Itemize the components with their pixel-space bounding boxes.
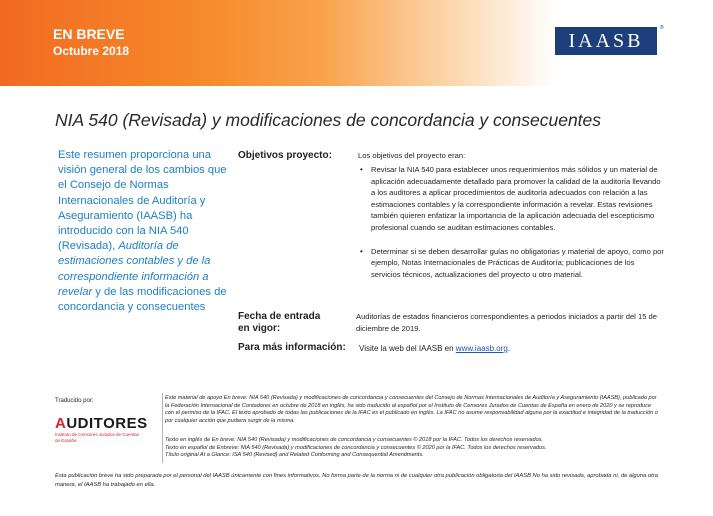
summary-text <box>58 148 228 315</box>
legal-paragraph-2 <box>165 437 660 460</box>
effective-label-line2: en vigor: <box>238 323 281 334</box>
summary-part2: y de las modificaciones de concordancia y consecuentes <box>58 285 227 314</box>
bullet-icon: • <box>360 165 363 174</box>
bullet-icon: • <box>360 246 363 256</box>
more-info-label: Para más información: <box>238 342 346 353</box>
auditores-logo <box>55 415 148 432</box>
effective-label-line1: Fecha de entrada <box>238 311 321 322</box>
more-info-prefix: Visite la web del IAASB en <box>359 344 456 353</box>
objectives-label: Objetivos proyecto: <box>238 150 332 161</box>
copyright-spanish: Texto en español de Enbreve: NIA 540 (Revisada) y modificaciones de concordancia y consecuentes © 2020 por la IFAC. Todos los derechos reservados. <box>165 444 547 451</box>
more-info-suffix: . <box>507 344 511 353</box>
footer-disclaimer: Esta publicación breve ha sido preparada por el personal del IAASB únicamente con fines informativos. No forma parte de la norma ni de cualquier otra publicación obligatoria del IAASB No ha sido revisada, aprobada ni, de alguna otra manera, el IAASB ha trabajado en ella. <box>55 473 658 488</box>
objective-text: Determinar si se deben desarrollar guías no obligatorias y material de apoyo, como por ejemplo, Notas Internacionales de Prácticas de Auditoría; publicaciones de los servicios técnicos, actualizaciones del proyecto u otro material. <box>371 246 664 279</box>
translated-by-label: Traducido por: <box>55 398 94 404</box>
summary-part1: Este resumen proporciona una visión general de los cambios que el Consejo de Normas Internacionales de Auditoría y Aseguramiento (IAASB) ha introducido con la NIA 540 (Revisada), <box>58 149 227 253</box>
objective-text: Revisar la NIA 540 para establecer unos requerimientos más sólidos y un material de aplicación adecuadamente detallado para promover la calidad de la auditoría llevando a los auditores a aplicar procedimientos de auditoría adecuados con relación a las estimaciones contables y la correspondiente información a revelar. Estas revisiones también quieren enfatizar la importancia de la aplicación adecuada del escepticismo profesional cuando se auditan estimaciones contables. <box>371 165 661 232</box>
series-label: EN BREVE <box>53 26 125 42</box>
copyright-english: Texto en inglés de En breve: NIA 540 (Revisada) y modificaciones de concordancia y consecuentes © 2018 por la IFAC. Todos los derechos reservados. <box>165 437 544 443</box>
legal-paragraph-1: Este material de apoyo En breve: NIA 540 (Revisada) y modificaciones de concordancia y consecuentes del Consejo de Normas Internacionales de Auditoría y Aseguramiento (IAASB), publicado por la Federación Internacional de Contadores en octubre de 2018 en inglés, ha sido traducido al español por el Instituto de Censores Jurados de Cuentas de España en enero de 2020 y se reproduce con el permiso de la IFAC. El texto aprobado de todas las publicaciones de la IFAC es el publicado en inglés. La IFAC no asume responsabilidad alguna por la exactitud e integridad de la traducción o por cualquier acción que pudiera surgir de la misma. <box>165 395 658 424</box>
list-item <box>358 164 664 234</box>
list-item <box>358 246 664 281</box>
iaasb-website-link[interactable]: www.iaasb.org <box>455 344 508 353</box>
publication-date: Octubre 2018 <box>53 44 130 58</box>
vertical-divider <box>162 393 163 463</box>
original-title: Título original At a Glance: ISA 540 (Revised) and Related Conforming and Consequential Amendments. <box>165 452 424 458</box>
registered-mark: ® <box>660 25 664 31</box>
iaasb-logo: IAASB <box>555 27 657 55</box>
auditores-logo-initial: A <box>55 415 67 432</box>
auditores-logo-rest: UDITORES <box>66 415 148 432</box>
auditores-subtitle: Instituto de Censores Jurados de Cuentas de España <box>55 432 140 443</box>
document-title: NIA 540 (Revisada) y modificaciones de concordancia y consecuentes <box>55 110 602 130</box>
objectives-list <box>358 164 664 280</box>
effective-date-label <box>238 311 320 335</box>
objectives-intro: Los objetivos del proyecto eran: <box>358 151 466 160</box>
more-info-text <box>359 343 510 355</box>
effective-date-text: Auditorías de estados financieros correspondientes a periodos iniciados a partir del 15 de diciembre de 2019. <box>356 312 657 333</box>
summary-italic: Auditoría de estimaciones contables y de la correspondiente información a revelar <box>58 240 211 298</box>
